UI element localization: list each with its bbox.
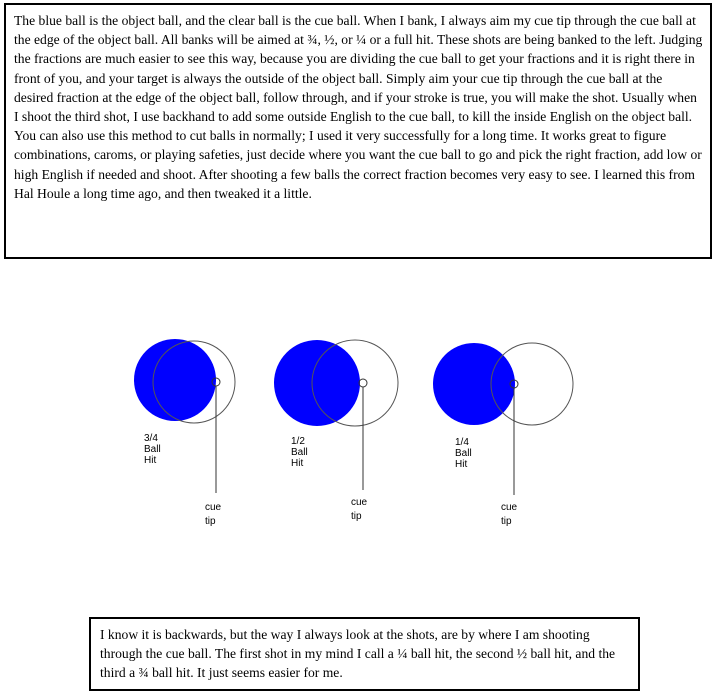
note-text: I know it is backwards, but the way I always look at the shots, are by where I am shooting through the cue ball. The first shot in my mind I call a ¼ ball hit, the second ½ ball hit, and the third a ¾ ball hit. It just seems easier for me. [100,627,616,681]
cue-tip-label-line: cue [205,502,222,513]
fraction-label-line: Hit [144,455,157,466]
note-text-box [89,617,640,691]
diagram-three-quarter-hit [134,339,235,527]
fraction-label [144,433,161,466]
cue-tip-label-line: tip [501,516,512,527]
fraction-label-line: Ball [144,444,161,455]
cue-tip-marker [359,379,367,387]
object-ball [134,339,216,421]
cue-tip-label-line: cue [351,497,368,508]
fraction-label [455,437,472,470]
cue-tip-label [351,497,368,522]
fraction-label-line: Ball [291,447,308,458]
cue-tip-label-line: tip [205,516,216,527]
fraction-label-line: Ball [455,448,472,459]
fraction-label-line: Hit [291,458,304,469]
cue-tip-label [501,502,518,527]
fraction-label-line: 1/2 [291,436,305,447]
fraction-label-line: Hit [455,459,468,470]
fraction-label [291,436,308,469]
object-ball [274,340,360,426]
cue-tip-label [205,502,222,527]
diagram-quarter-hit [433,343,573,527]
fraction-label-line: 1/4 [455,437,469,448]
fraction-label-line: 3/4 [144,433,158,444]
cue-tip-label-line: tip [351,511,362,522]
cue-tip-label-line: cue [501,502,518,513]
diagram-half-hit [274,340,398,522]
description-text: The blue ball is the object ball, and the clear ball is the cue ball. When I bank, I always aim my cue tip through the cue ball at the edge of the object ball. All banks will be aimed at ¾, ½, or ¼ or a full hit. These shots are being banked to the left. Judging the fractions are much easier to see this way, because you are dividing the cue ball to get your fractions and it is right there in front of you, and your target is always the outside of the object ball. Simply aim your cue tip through the cue ball at the desired fraction at the edge of the object ball, follow through, and if your stroke is true, you will make the shot. Usually when I shoot the third shot, I use backhand to add some outside English to the cue ball, to kill the inside English on the object ball. You can also use this method to cut balls in normally; I used it very successfully for a long time. It works great to figure combinations, caroms, or playing safeties, just decide where you want the cue ball to go and pick the right fraction, add low or high English if needed and shoot. After shooting a few balls the correct fraction becomes very easy to see. I learned this from Hal Houle a long time ago, and then tweaked it a little. [14,13,703,201]
